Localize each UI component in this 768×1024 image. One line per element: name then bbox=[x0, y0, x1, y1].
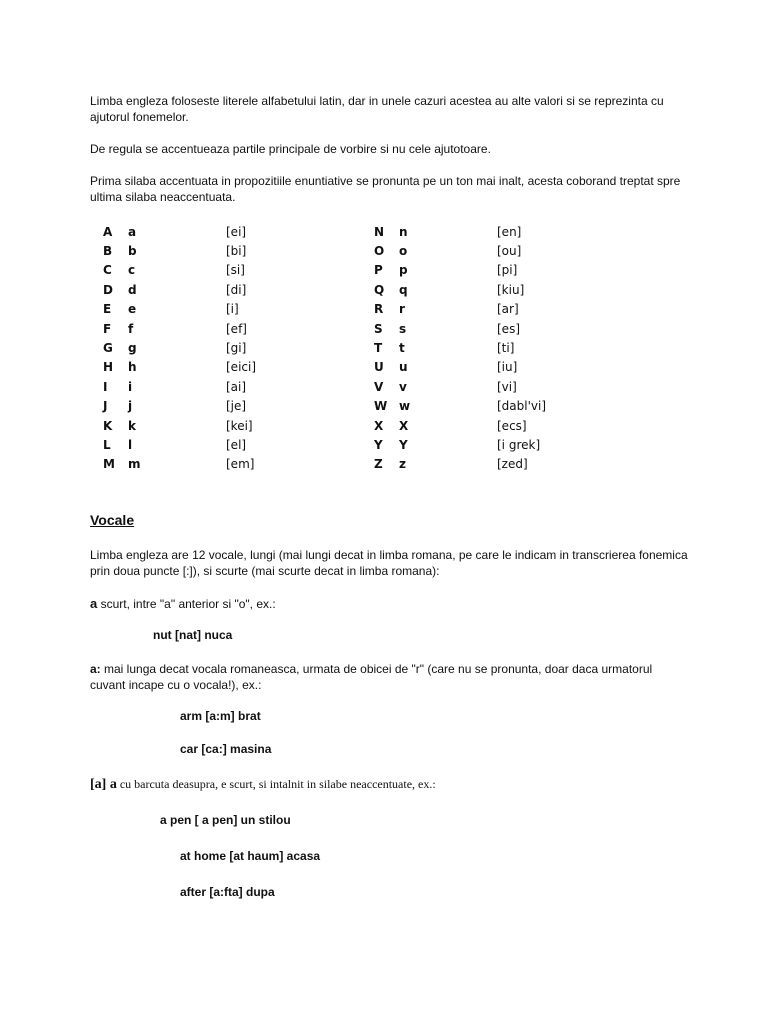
pronunciation: [gi] bbox=[226, 341, 247, 356]
pronunciation: [di] bbox=[226, 282, 247, 297]
lowercase-letter: k bbox=[128, 418, 136, 433]
pronunciation: [kiu] bbox=[497, 282, 525, 297]
pronunciation: [i] bbox=[226, 302, 239, 317]
alphabet-row bbox=[103, 261, 306, 280]
alphabet-table-left bbox=[103, 222, 306, 474]
lowercase-letter: i bbox=[128, 379, 133, 394]
uppercase-letter: R bbox=[374, 302, 384, 317]
alphabet-row bbox=[374, 319, 577, 338]
alphabet-row bbox=[103, 455, 306, 474]
schwa-example-2: at home [at haum] acasa bbox=[180, 849, 321, 863]
pronunciation: [pi] bbox=[497, 263, 518, 278]
uppercase-letter: G bbox=[103, 341, 113, 356]
vocale-heading: Vocale bbox=[90, 512, 135, 528]
pronunciation: [ecs] bbox=[497, 418, 527, 433]
uppercase-letter: T bbox=[374, 341, 383, 356]
pronunciation: [dabl'vi] bbox=[497, 399, 547, 414]
uppercase-letter: W bbox=[374, 399, 388, 414]
lowercase-letter: n bbox=[399, 224, 408, 239]
vocale-intro: Limba engleza are 12 vocale, lungi (mai lungi decat in limba romana, pe care le indicam in transcrierea fonemica prin doua puncte [:]), si scurte (mai scurte decat in limba romana): bbox=[90, 548, 688, 578]
lowercase-letter: g bbox=[128, 341, 137, 356]
lowercase-letter: h bbox=[128, 360, 137, 375]
pronunciation: [i grek] bbox=[497, 437, 541, 452]
schwa-description bbox=[90, 777, 690, 793]
alphabet-row bbox=[374, 261, 577, 280]
lowercase-letter: e bbox=[128, 302, 137, 317]
pronunciation: [kei] bbox=[226, 418, 253, 433]
pronunciation: [ti] bbox=[497, 341, 515, 356]
lowercase-letter: a bbox=[128, 224, 137, 239]
alphabet-row bbox=[374, 280, 577, 299]
alphabet-row bbox=[374, 358, 577, 377]
pronunciation: [en] bbox=[497, 224, 522, 239]
uppercase-letter: L bbox=[103, 437, 111, 452]
schwa-example-3: after [a:fta] dupa bbox=[180, 885, 275, 899]
uppercase-letter: Y bbox=[374, 437, 383, 452]
lowercase-letter: m bbox=[128, 457, 141, 472]
alphabet-row bbox=[374, 435, 577, 454]
intro-paragraph-3: Prima silaba accentuata in propozitiile enuntiative se pronunta pe un ton mai inalt, acesta coborand treptat spre ultima silaba neaccentuata. bbox=[90, 174, 681, 204]
lowercase-letter: t bbox=[399, 341, 405, 356]
uppercase-letter: P bbox=[374, 263, 383, 278]
alphabet-row bbox=[103, 397, 306, 416]
a-long-example-1: arm [a:m] brat bbox=[180, 709, 261, 723]
pronunciation: [vi] bbox=[497, 379, 517, 394]
pronunciation: [ou] bbox=[497, 244, 522, 259]
pronunciation: [el] bbox=[226, 437, 247, 452]
schwa-text: cu barcuta deasupra, e scurt, si intalnit in silabe neaccentuate, ex.: bbox=[116, 777, 436, 791]
alphabet-row bbox=[103, 241, 306, 260]
alphabet-table-right bbox=[374, 222, 577, 474]
uppercase-letter: Q bbox=[374, 282, 385, 297]
intro-paragraph-1: Limba engleza foloseste literele alfabetului latin, dar in unele cazuri acestea au alte valori si se reprezinta cu ajutorul fonemelor. bbox=[90, 94, 664, 124]
pronunciation: [ai] bbox=[226, 379, 247, 394]
uppercase-letter: O bbox=[374, 244, 385, 259]
lowercase-letter: d bbox=[128, 282, 137, 297]
pronunciation: [eici] bbox=[226, 360, 257, 375]
uppercase-letter: U bbox=[374, 360, 384, 375]
lowercase-letter: b bbox=[128, 244, 137, 259]
alphabet-row bbox=[103, 300, 306, 319]
alphabet-row bbox=[103, 435, 306, 454]
uppercase-letter: M bbox=[103, 457, 115, 472]
a-short-text: scurt, intre "a" anterior si "o", ex.: bbox=[97, 597, 276, 611]
uppercase-letter: X bbox=[374, 418, 384, 433]
uppercase-letter: I bbox=[103, 379, 108, 394]
intro-paragraph-2: De regula se accentueaza partile principale de vorbire si nu cele ajutotoare. bbox=[90, 142, 491, 156]
pronunciation: [si] bbox=[226, 263, 245, 278]
uppercase-letter: V bbox=[374, 379, 384, 394]
alphabet-row bbox=[374, 377, 577, 396]
alphabet-row bbox=[374, 416, 577, 435]
pronunciation: [bi] bbox=[226, 244, 247, 259]
alphabet-row bbox=[374, 300, 577, 319]
pronunciation: [ef] bbox=[226, 321, 247, 336]
lowercase-letter: X bbox=[399, 418, 409, 433]
lowercase-letter: z bbox=[399, 457, 406, 472]
lowercase-letter: c bbox=[128, 263, 136, 278]
a-short-example: nut [nat] nuca bbox=[153, 628, 233, 642]
a-long-description bbox=[90, 661, 690, 693]
pronunciation: [em] bbox=[226, 457, 255, 472]
alphabet-row bbox=[103, 338, 306, 357]
lowercase-letter: v bbox=[399, 379, 407, 394]
lowercase-letter: s bbox=[399, 321, 407, 336]
lowercase-letter: u bbox=[399, 360, 408, 375]
alphabet-row bbox=[103, 319, 306, 338]
alphabet-row bbox=[374, 455, 577, 474]
uppercase-letter: A bbox=[103, 224, 113, 239]
a-long-example-2: car [ca:] masina bbox=[180, 742, 272, 756]
schwa-example-1: a pen [ a pen] un stilou bbox=[160, 813, 291, 827]
uppercase-letter: D bbox=[103, 282, 113, 297]
alphabet-row bbox=[103, 222, 306, 241]
alphabet-row bbox=[103, 358, 306, 377]
uppercase-letter: H bbox=[103, 360, 114, 375]
alphabet-row bbox=[374, 397, 577, 416]
pronunciation: [je] bbox=[226, 399, 247, 414]
alphabet-row bbox=[374, 222, 577, 241]
alphabet-row bbox=[374, 338, 577, 357]
pronunciation: [iu] bbox=[497, 360, 518, 375]
a-long-text: mai lunga decat vocala romaneasca, urmata de obicei de "r" (care nu se pronunta, doar daca urmatorul cuvant incape cu o vocala!), ex.: bbox=[90, 662, 653, 692]
uppercase-letter: F bbox=[103, 321, 112, 336]
uppercase-letter: S bbox=[374, 321, 383, 336]
lowercase-letter: r bbox=[399, 302, 405, 317]
alphabet-row bbox=[374, 241, 577, 260]
pronunciation: [es] bbox=[497, 321, 520, 336]
schwa-symbol: [a] a bbox=[90, 777, 117, 792]
pronunciation: [ar] bbox=[497, 302, 519, 317]
uppercase-letter: K bbox=[103, 418, 113, 433]
alphabet-row bbox=[103, 280, 306, 299]
a-long-symbol: a: bbox=[90, 662, 101, 676]
a-short-description bbox=[90, 596, 690, 612]
a-short-symbol: a bbox=[90, 596, 98, 611]
lowercase-letter: p bbox=[399, 263, 408, 278]
uppercase-letter: E bbox=[103, 302, 112, 317]
pronunciation: [zed] bbox=[497, 457, 528, 472]
lowercase-letter: o bbox=[399, 244, 408, 259]
lowercase-letter: j bbox=[128, 399, 133, 414]
alphabet-row bbox=[103, 416, 306, 435]
uppercase-letter: N bbox=[374, 224, 385, 239]
uppercase-letter: Z bbox=[374, 457, 383, 472]
pronunciation: [ei] bbox=[226, 224, 247, 239]
alphabet-row bbox=[103, 377, 306, 396]
lowercase-letter: l bbox=[128, 437, 133, 452]
lowercase-letter: q bbox=[399, 282, 408, 297]
lowercase-letter: f bbox=[128, 321, 134, 336]
uppercase-letter: B bbox=[103, 244, 113, 259]
uppercase-letter: J bbox=[103, 399, 108, 414]
lowercase-letter: w bbox=[399, 399, 411, 414]
uppercase-letter: C bbox=[103, 263, 112, 278]
lowercase-letter: Y bbox=[399, 437, 408, 452]
